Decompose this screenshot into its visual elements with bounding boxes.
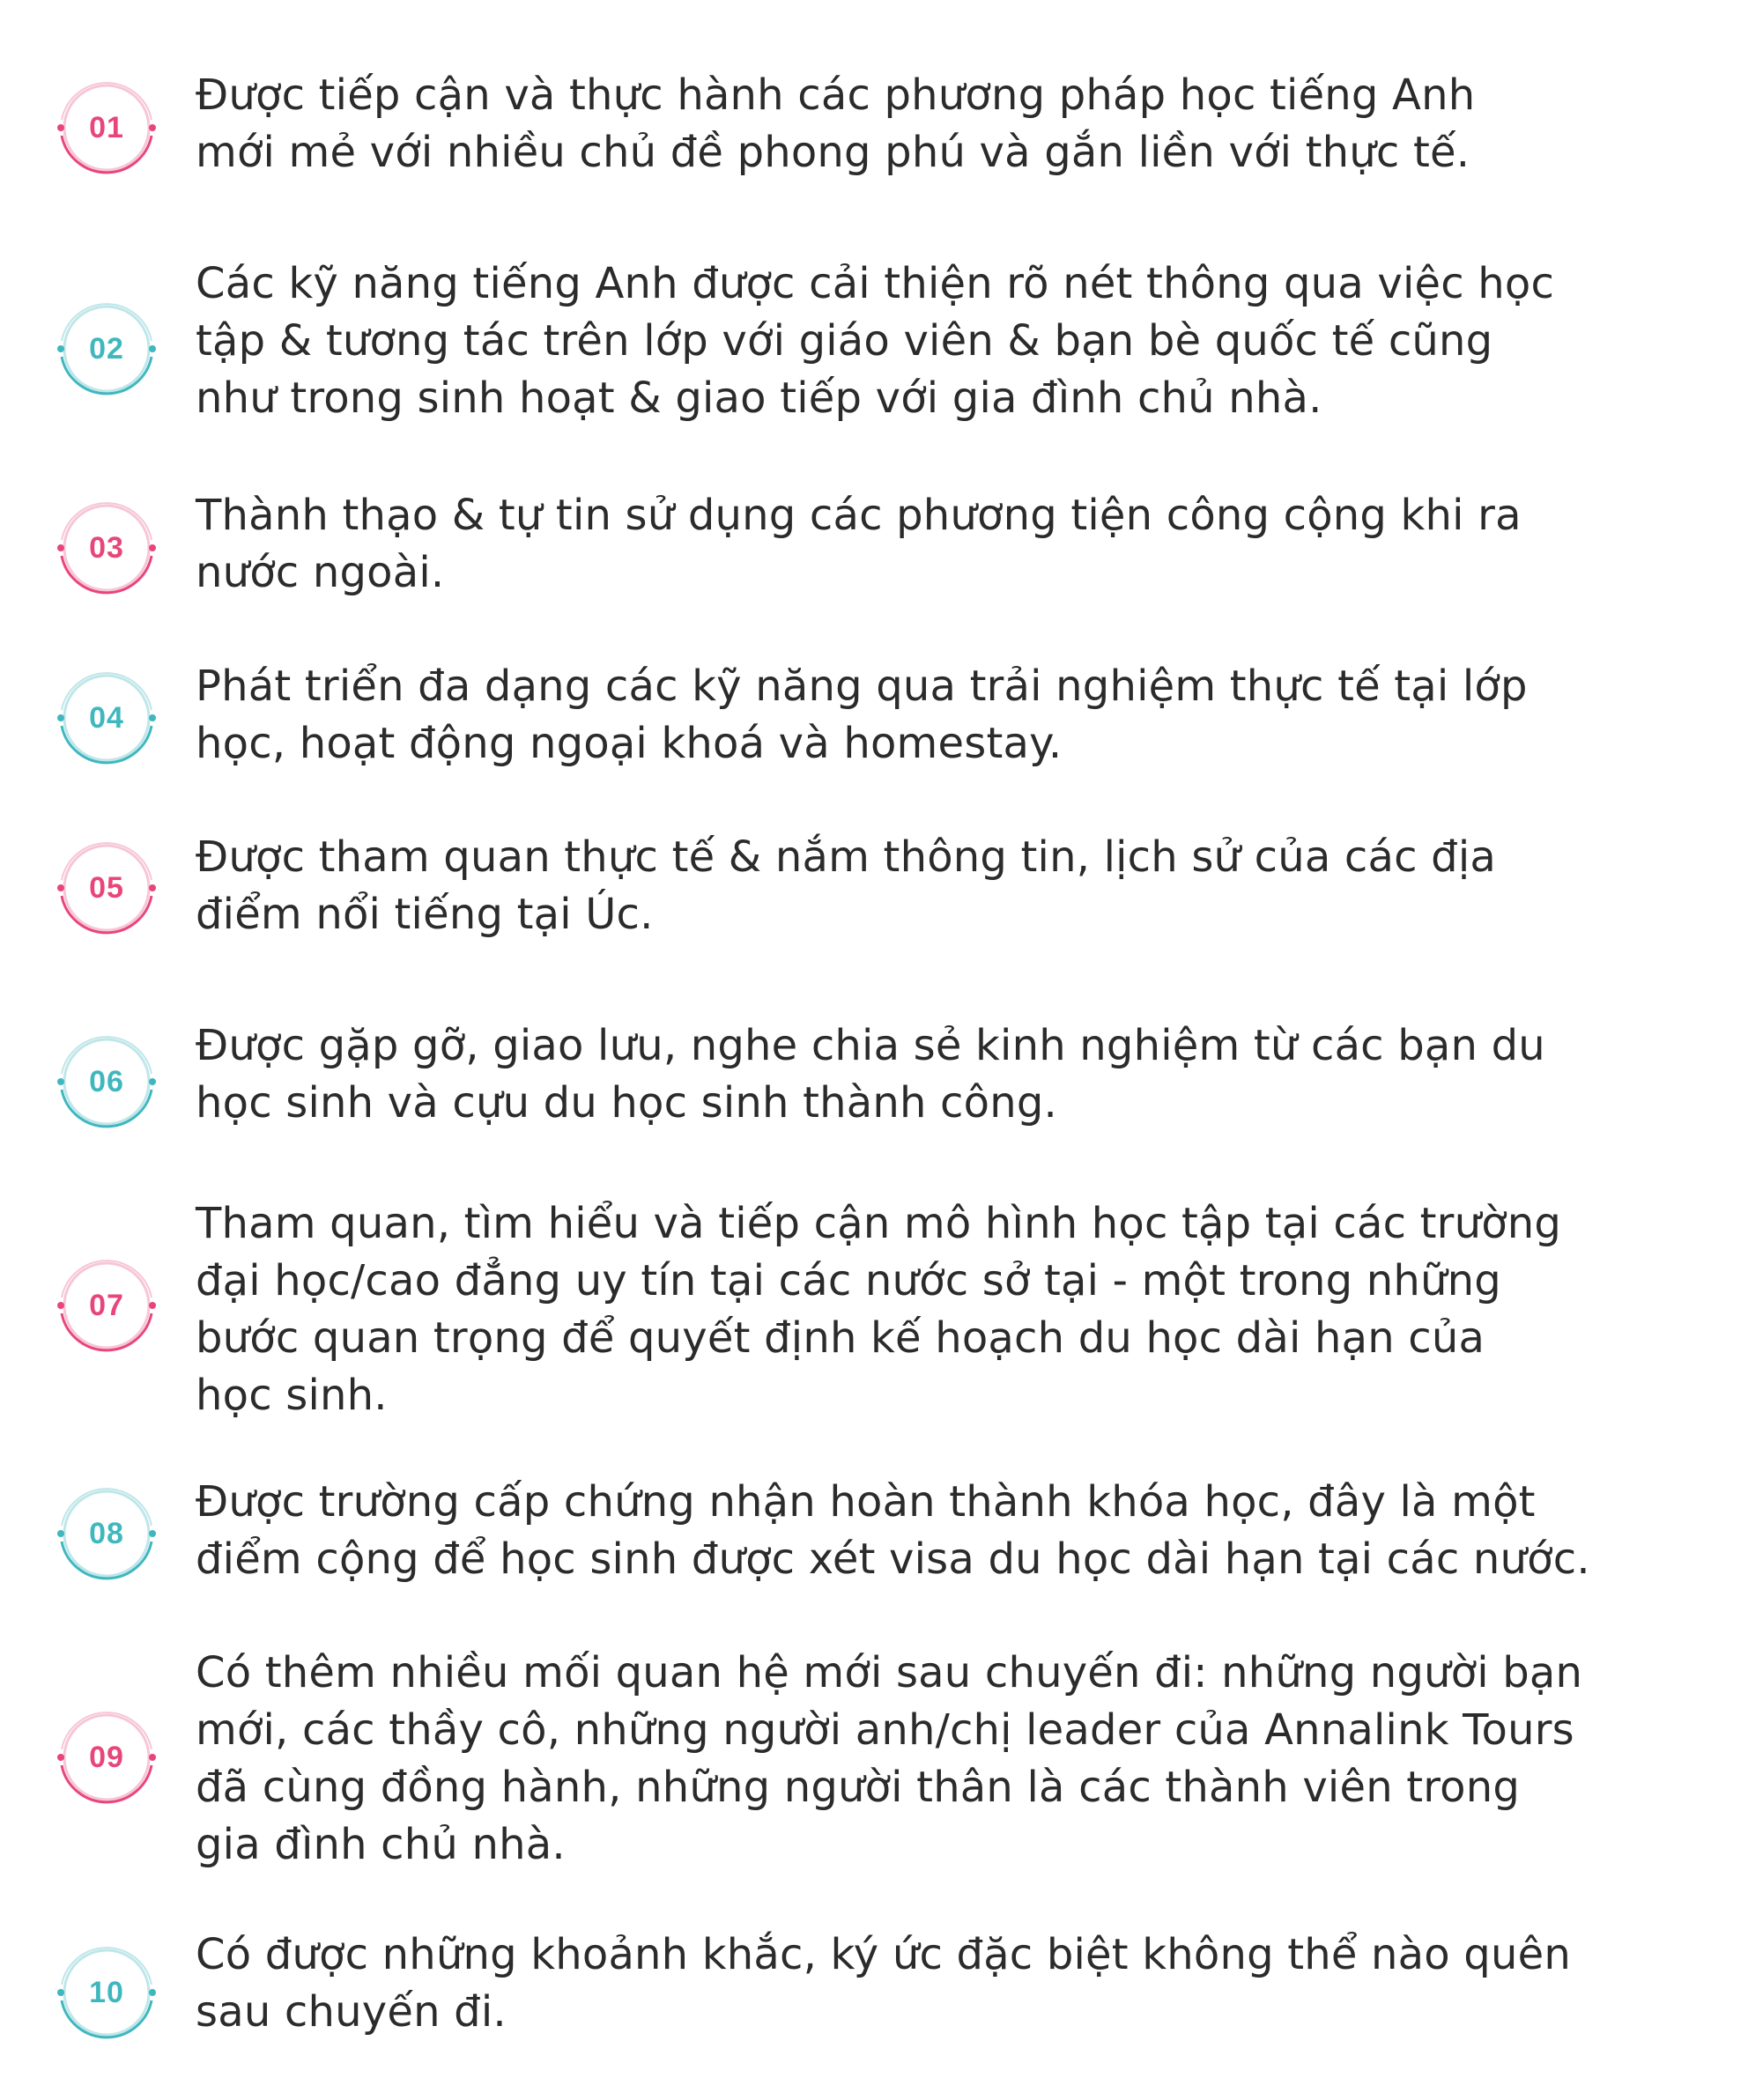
item-number: 07	[89, 1289, 124, 1322]
item-text-line: điểm nổi tiếng tại Úc.	[196, 890, 654, 939]
item-number: 09	[89, 1741, 124, 1774]
item-text	[196, 658, 1711, 773]
item-text	[196, 1017, 1711, 1132]
item-text-line: sau chuyến đi.	[196, 1987, 507, 2037]
item-number: 03	[89, 531, 124, 565]
item-text-line: học sinh và cựu du học sinh thành công.	[196, 1078, 1057, 1128]
item-text-line: Được trường cấp chứng nhận hoàn thành khóa học, đây là một	[196, 1477, 1536, 1527]
item-text-line: Tham quan, tìm hiểu và tiếp cận mô hình học tập tại các trường	[196, 1199, 1562, 1248]
item-text-line: Có được những khoảnh khắc, ký ức đặc biệt không thể nào quên	[196, 1930, 1571, 1979]
item-text-line: đại học/cao đẳng uy tín tại các nước sở tại - một trong những	[196, 1256, 1501, 1305]
item-text	[196, 1474, 1711, 1588]
item-text-line: điểm cộng để học sinh được xét visa du học dài hạn tại các nước.	[196, 1534, 1590, 1584]
item-text-line: Các kỹ năng tiếng Anh được cải thiện rõ nét thông qua việc học	[196, 259, 1555, 308]
number-badge	[53, 295, 160, 403]
item-text-line: mới mẻ với nhiều chủ đề phong phú và gắn liền với thực tế.	[196, 128, 1470, 177]
item-text-line: tập & tương tác trên lớp với giáo viên & bạn bè quốc tế cũng	[196, 316, 1493, 366]
number-badge	[53, 664, 160, 772]
item-number: 04	[89, 701, 124, 735]
item-text	[196, 487, 1711, 602]
item-text-line: mới, các thầy cô, những người anh/chị leader của Annalink Tours	[196, 1705, 1574, 1755]
item-text-line: học sinh.	[196, 1371, 388, 1420]
item-text	[196, 67, 1711, 181]
number-badge	[53, 494, 160, 602]
item-text	[196, 255, 1711, 427]
item-text-line: học, hoạt động ngoại khoá và homestay.	[196, 719, 1063, 768]
item-number: 08	[89, 1517, 124, 1550]
item-text-line: bước quan trọng để quyết định kế hoạch du học dài hạn của	[196, 1313, 1485, 1363]
item-text-line: Được gặp gỡ, giao lưu, nghe chia sẻ kinh nghiệm từ các bạn du	[196, 1021, 1545, 1070]
item-number: 02	[89, 332, 124, 366]
item-text-line: Được tham quan thực tế & nắm thông tin, lịch sử của các địa	[196, 832, 1496, 882]
item-number: 06	[89, 1065, 124, 1098]
item-text	[196, 1926, 1711, 2041]
item-text	[196, 1195, 1711, 1424]
number-badge	[53, 74, 160, 181]
item-text-line: như trong sinh hoạt & giao tiếp với gia đình chủ nhà.	[196, 373, 1322, 423]
item-text	[196, 1645, 1711, 1874]
item-text-line: Phát triển đa dạng các kỹ năng qua trải nghiệm thực tế tại lớp	[196, 662, 1528, 711]
number-badge	[53, 1252, 160, 1359]
item-number: 10	[89, 1976, 124, 2009]
number-badge	[53, 1939, 160, 2046]
item-number: 01	[89, 111, 124, 144]
item-text-line: nước ngoài.	[196, 548, 445, 597]
item-text-line: gia đình chủ nhà.	[196, 1820, 566, 1869]
number-badge	[53, 834, 160, 942]
number-badge	[53, 1704, 160, 1811]
item-text-line: đã cùng đồng hành, những người thân là các thành viên trong	[196, 1763, 1521, 1812]
item-text-line: Có thêm nhiều mối quan hệ mới sau chuyến đi: những người bạn	[196, 1648, 1583, 1697]
number-badge	[53, 1028, 160, 1135]
number-badge	[53, 1480, 160, 1587]
item-text-line: Thành thạo & tự tin sử dụng các phương tiện công cộng khi ra	[196, 491, 1522, 540]
item-number: 05	[89, 871, 124, 905]
item-text	[196, 829, 1711, 943]
item-text-line: Được tiếp cận và thực hành các phương pháp học tiếng Anh	[196, 70, 1476, 120]
